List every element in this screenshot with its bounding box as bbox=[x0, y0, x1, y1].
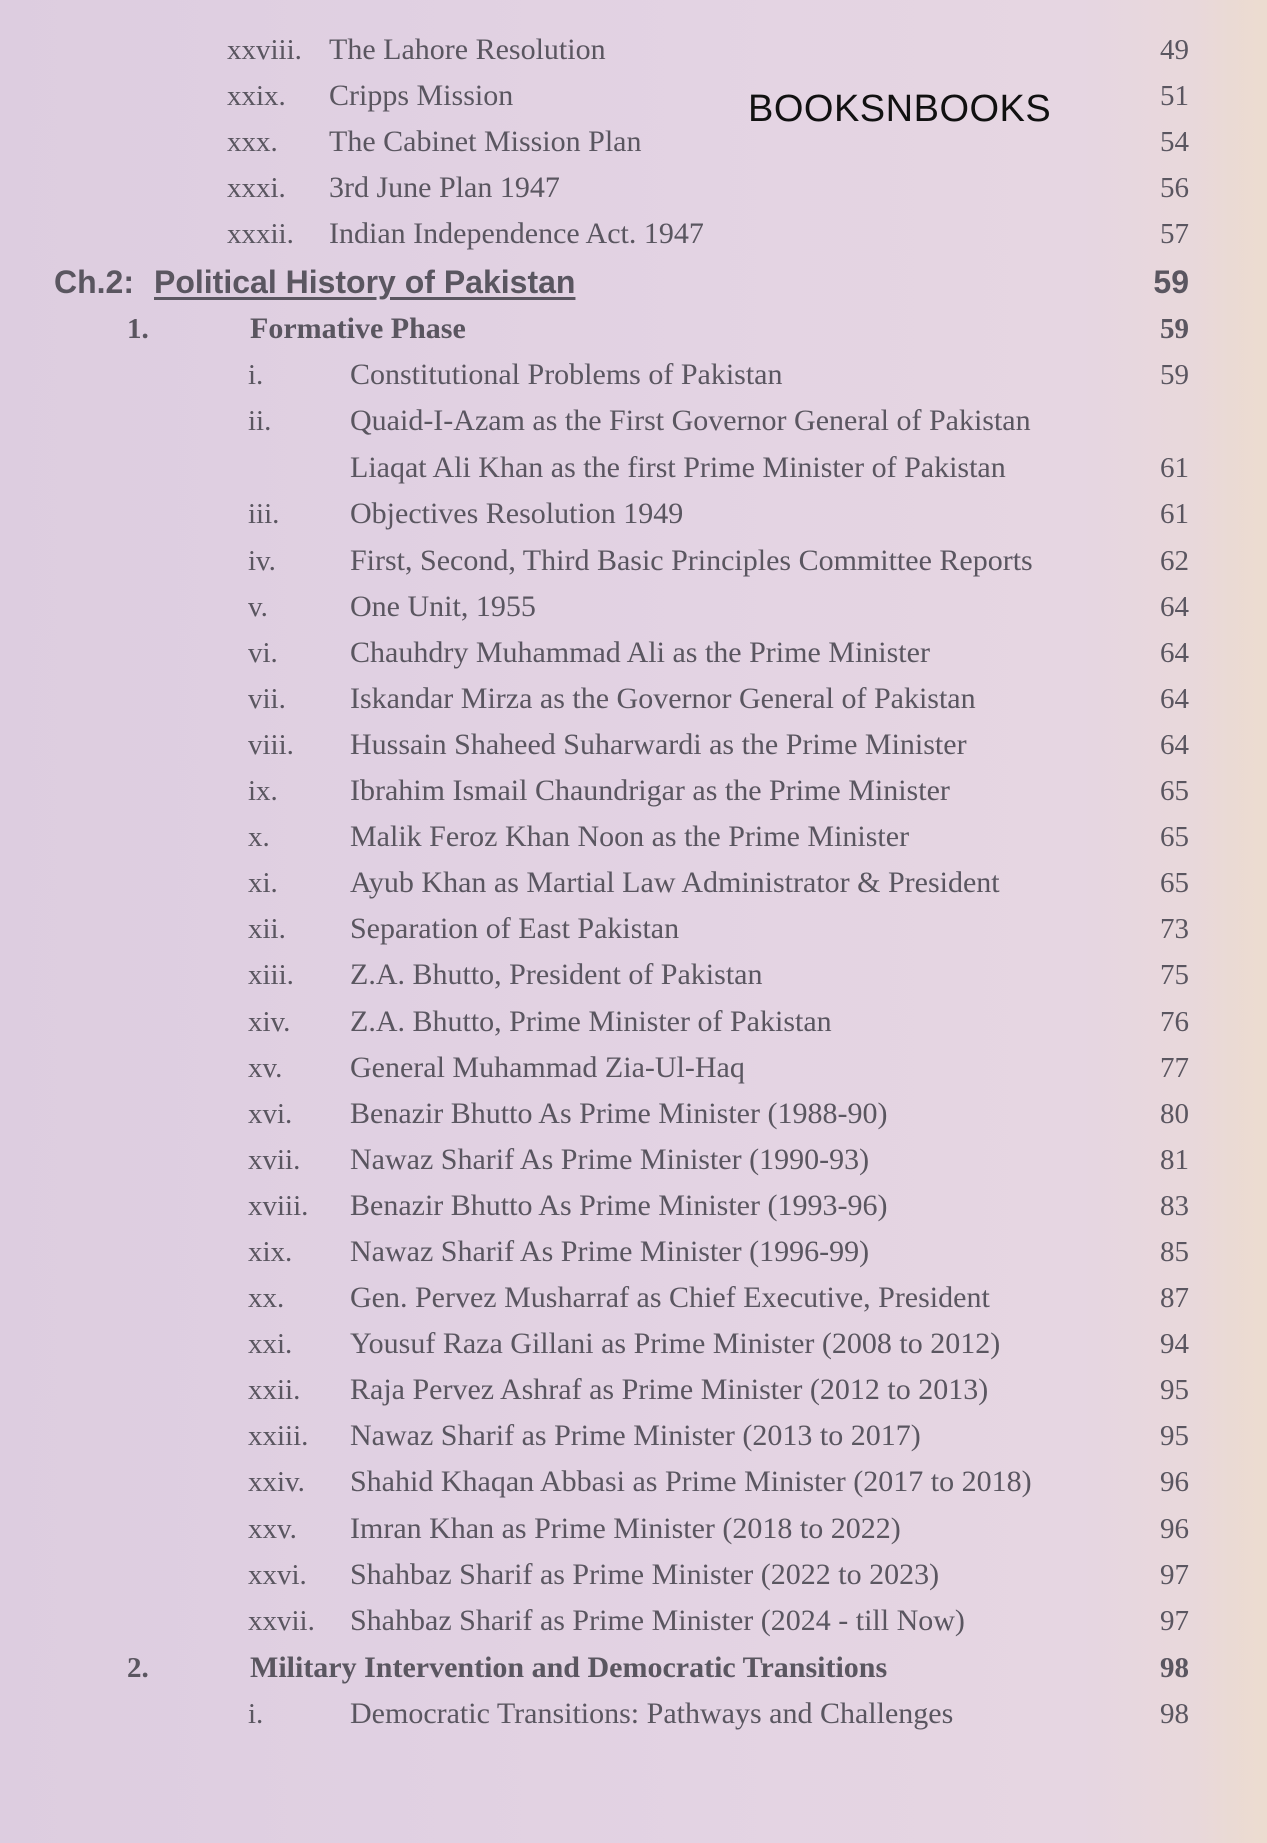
entry-number: xvi. bbox=[248, 1098, 293, 1130]
entry-number: xii. bbox=[248, 913, 286, 945]
entry-title: Separation of East Pakistan bbox=[350, 912, 680, 945]
chapter-heading[interactable] bbox=[0, 259, 1267, 305]
entry-page: 57 bbox=[1160, 218, 1189, 250]
entry-number: xxii. bbox=[248, 1374, 301, 1406]
entry-title: The Cabinet Mission Plan bbox=[329, 125, 642, 158]
entry-title: Nawaz Sharif as Prime Minister (2013 to 2017) bbox=[350, 1419, 921, 1452]
entry-number: xxv. bbox=[248, 1513, 297, 1545]
entry-title: Z.A. Bhutto, President of Pakistan bbox=[350, 958, 763, 991]
entry-number: iv. bbox=[248, 545, 276, 577]
entry-page: 83 bbox=[1160, 1190, 1189, 1222]
toc-entry[interactable] bbox=[0, 952, 1267, 998]
entry-title: Ayub Khan as Martial Law Administrator & President bbox=[350, 866, 1000, 899]
entry-title: General Muhammad Zia-Ul-Haq bbox=[350, 1051, 745, 1084]
entry-page: 65 bbox=[1160, 821, 1189, 853]
watermark: BOOKSNBOOKS bbox=[748, 88, 1052, 130]
toc-entry[interactable] bbox=[0, 1413, 1267, 1459]
entry-page: 75 bbox=[1160, 959, 1189, 991]
entry-title: First, Second, Third Basic Principles Committee Reports bbox=[350, 544, 1033, 577]
entry-number: xxiv. bbox=[248, 1466, 305, 1498]
toc-entry[interactable] bbox=[0, 119, 1267, 165]
entry-number: vi. bbox=[248, 637, 278, 669]
toc-entry[interactable] bbox=[0, 1321, 1267, 1367]
entry-title: Democratic Transitions: Pathways and Challenges bbox=[350, 1697, 954, 1730]
entry-title: Constitutional Problems of Pakistan bbox=[350, 358, 783, 391]
entry-number: xxvi. bbox=[248, 1559, 307, 1591]
entry-page: 81 bbox=[1160, 1144, 1189, 1176]
entry-number: xxvii. bbox=[248, 1605, 315, 1637]
toc-entry-continuation[interactable] bbox=[0, 445, 1267, 491]
entry-page: 98 bbox=[1160, 1698, 1189, 1730]
entry-page: 64 bbox=[1160, 683, 1189, 715]
toc-entry[interactable] bbox=[0, 211, 1267, 257]
entry-number: xxi. bbox=[248, 1328, 293, 1360]
entry-title: Quaid-I-Azam as the First Governor General of Pakistan bbox=[350, 404, 1031, 437]
entry-title: Ibrahim Ismail Chaundrigar as the Prime Minister bbox=[350, 774, 950, 807]
section-number: 2. bbox=[127, 1652, 149, 1684]
toc-entry[interactable] bbox=[0, 27, 1267, 73]
entry-number: ii. bbox=[248, 405, 272, 437]
entry-title: Indian Independence Act. 1947 bbox=[329, 217, 704, 250]
entry-title: 3rd June Plan 1947 bbox=[329, 171, 560, 204]
entry-number: xv. bbox=[248, 1052, 283, 1084]
entry-page: 73 bbox=[1160, 913, 1189, 945]
toc-entry[interactable] bbox=[0, 491, 1267, 537]
entry-page: 94 bbox=[1160, 1328, 1189, 1360]
entry-number: xxviii. bbox=[227, 34, 302, 66]
entry-number: xxiii. bbox=[248, 1420, 309, 1452]
entry-number: xxix. bbox=[227, 80, 286, 112]
entry-number: xx. bbox=[248, 1282, 285, 1314]
entry-title: Imran Khan as Prime Minister (2018 to 2022) bbox=[350, 1512, 901, 1545]
entry-page: 95 bbox=[1160, 1420, 1189, 1452]
entry-number: x. bbox=[248, 821, 270, 853]
entry-number: i. bbox=[248, 359, 264, 391]
toc-entry[interactable] bbox=[0, 630, 1267, 676]
toc-entry[interactable] bbox=[0, 73, 1267, 119]
section-heading[interactable] bbox=[0, 306, 1267, 352]
toc-entry[interactable] bbox=[0, 676, 1267, 722]
toc-entry[interactable] bbox=[0, 352, 1267, 398]
entry-title: Yousuf Raza Gillani as Prime Minister (2008 to 2012) bbox=[350, 1327, 1001, 1360]
entry-page: 96 bbox=[1160, 1513, 1189, 1545]
entry-title: Liaqat Ali Khan as the first Prime Minister of Pakistan bbox=[350, 451, 1006, 484]
entry-title: Shahbaz Sharif as Prime Minister (2024 - till Now) bbox=[350, 1604, 965, 1637]
entry-page: 80 bbox=[1160, 1098, 1189, 1130]
entry-page: 76 bbox=[1160, 1006, 1189, 1038]
entry-number: xiv. bbox=[248, 1006, 291, 1038]
entry-title: Shahid Khaqan Abbasi as Prime Minister (2017 to 2018) bbox=[350, 1465, 1032, 1498]
entry-page: 65 bbox=[1160, 867, 1189, 899]
toc-entry[interactable] bbox=[0, 398, 1267, 444]
entry-page: 97 bbox=[1160, 1559, 1189, 1591]
entry-page: 59 bbox=[1160, 359, 1189, 391]
toc-entry[interactable] bbox=[0, 1598, 1267, 1644]
entry-number: iii. bbox=[248, 498, 280, 530]
entry-title: Benazir Bhutto As Prime Minister (1993-96) bbox=[350, 1189, 888, 1222]
entry-number: vii. bbox=[248, 683, 286, 715]
entry-number: xviii. bbox=[248, 1190, 309, 1222]
section-page: 98 bbox=[1160, 1652, 1189, 1684]
entry-title: Iskandar Mirza as the Governor General of Pakistan bbox=[350, 682, 976, 715]
entry-title: One Unit, 1955 bbox=[350, 590, 536, 623]
entry-page: 65 bbox=[1160, 775, 1189, 807]
toc-entry[interactable] bbox=[0, 1459, 1267, 1505]
entry-page: 96 bbox=[1160, 1466, 1189, 1498]
toc-entry[interactable] bbox=[0, 1506, 1267, 1552]
entry-title: Cripps Mission bbox=[329, 79, 514, 112]
entry-title: Chauhdry Muhammad Ali as the Prime Minister bbox=[350, 636, 930, 669]
section-title: Formative Phase bbox=[250, 312, 466, 345]
entry-number: xiii. bbox=[248, 959, 294, 991]
entry-title: Malik Feroz Khan Noon as the Prime Minister bbox=[350, 820, 910, 853]
toc-entry[interactable] bbox=[0, 1091, 1267, 1137]
entry-title: Z.A. Bhutto, Prime Minister of Pakistan bbox=[350, 1005, 832, 1038]
toc-entry[interactable] bbox=[0, 906, 1267, 952]
entry-page: 64 bbox=[1160, 637, 1189, 669]
section-heading[interactable] bbox=[0, 1645, 1267, 1691]
toc-entry[interactable] bbox=[0, 1183, 1267, 1229]
entry-number: ix. bbox=[248, 775, 278, 807]
section-number: 1. bbox=[127, 313, 149, 345]
entry-page: 51 bbox=[1160, 80, 1189, 112]
entry-page: 95 bbox=[1160, 1374, 1189, 1406]
entry-number: xxx. bbox=[227, 126, 278, 158]
toc-entry[interactable] bbox=[0, 1045, 1267, 1091]
entry-page: 49 bbox=[1160, 34, 1189, 66]
entry-page: 97 bbox=[1160, 1605, 1189, 1637]
toc-entry[interactable] bbox=[0, 722, 1267, 768]
entry-number: viii. bbox=[248, 729, 294, 761]
entry-title: Hussain Shaheed Suharwardi as the Prime Minister bbox=[350, 728, 967, 761]
entry-title: Raja Pervez Ashraf as Prime Minister (2012 to 2013) bbox=[350, 1373, 989, 1406]
entry-number: i. bbox=[248, 1698, 264, 1730]
toc-entry[interactable] bbox=[0, 814, 1267, 860]
toc-entry[interactable] bbox=[0, 1275, 1267, 1321]
chapter-label: Ch.2: bbox=[54, 264, 134, 300]
entry-title: Objectives Resolution 1949 bbox=[350, 497, 684, 530]
entry-page: 56 bbox=[1160, 172, 1189, 204]
toc-entry[interactable] bbox=[0, 1229, 1267, 1275]
chapter-page: 59 bbox=[1153, 264, 1189, 300]
entry-page: 77 bbox=[1160, 1052, 1189, 1084]
entry-page: 62 bbox=[1160, 545, 1189, 577]
toc-entry[interactable] bbox=[0, 165, 1267, 211]
entry-title: Gen. Pervez Musharraf as Chief Executive, President bbox=[350, 1281, 990, 1314]
entry-number: xvii. bbox=[248, 1144, 301, 1176]
entry-number: xxxi. bbox=[227, 172, 286, 204]
toc-entry[interactable] bbox=[0, 1367, 1267, 1413]
entry-page: 61 bbox=[1160, 452, 1189, 484]
entry-page: 64 bbox=[1160, 591, 1189, 623]
entry-number: xi. bbox=[248, 867, 278, 899]
entry-title: Nawaz Sharif As Prime Minister (1996-99) bbox=[350, 1235, 870, 1268]
chapter-title: Political History of Pakistan bbox=[154, 264, 576, 300]
entry-title: The Lahore Resolution bbox=[329, 33, 606, 66]
entry-title: Benazir Bhutto As Prime Minister (1988-90) bbox=[350, 1097, 888, 1130]
section-title: Military Intervention and Democratic Transitions bbox=[250, 1651, 888, 1684]
entry-number: xix. bbox=[248, 1236, 293, 1268]
toc-entry[interactable] bbox=[0, 999, 1267, 1045]
toc-entry[interactable] bbox=[0, 584, 1267, 630]
entry-page: 87 bbox=[1160, 1282, 1189, 1314]
entry-page: 64 bbox=[1160, 729, 1189, 761]
toc-entry[interactable] bbox=[0, 1691, 1267, 1737]
entry-page: 54 bbox=[1160, 126, 1189, 158]
entry-page: 85 bbox=[1160, 1236, 1189, 1268]
entry-number: xxxii. bbox=[227, 218, 294, 250]
section-page: 59 bbox=[1160, 313, 1189, 345]
toc-entry[interactable] bbox=[0, 1137, 1267, 1183]
toc-entry[interactable] bbox=[0, 860, 1267, 906]
toc-entry[interactable] bbox=[0, 538, 1267, 584]
entry-title: Shahbaz Sharif as Prime Minister (2022 to 2023) bbox=[350, 1558, 940, 1591]
toc-entry[interactable] bbox=[0, 768, 1267, 814]
toc-entry[interactable] bbox=[0, 1552, 1267, 1598]
entry-page: 61 bbox=[1160, 498, 1189, 530]
entry-number: v. bbox=[248, 591, 268, 623]
entry-title: Nawaz Sharif As Prime Minister (1990-93) bbox=[350, 1143, 870, 1176]
